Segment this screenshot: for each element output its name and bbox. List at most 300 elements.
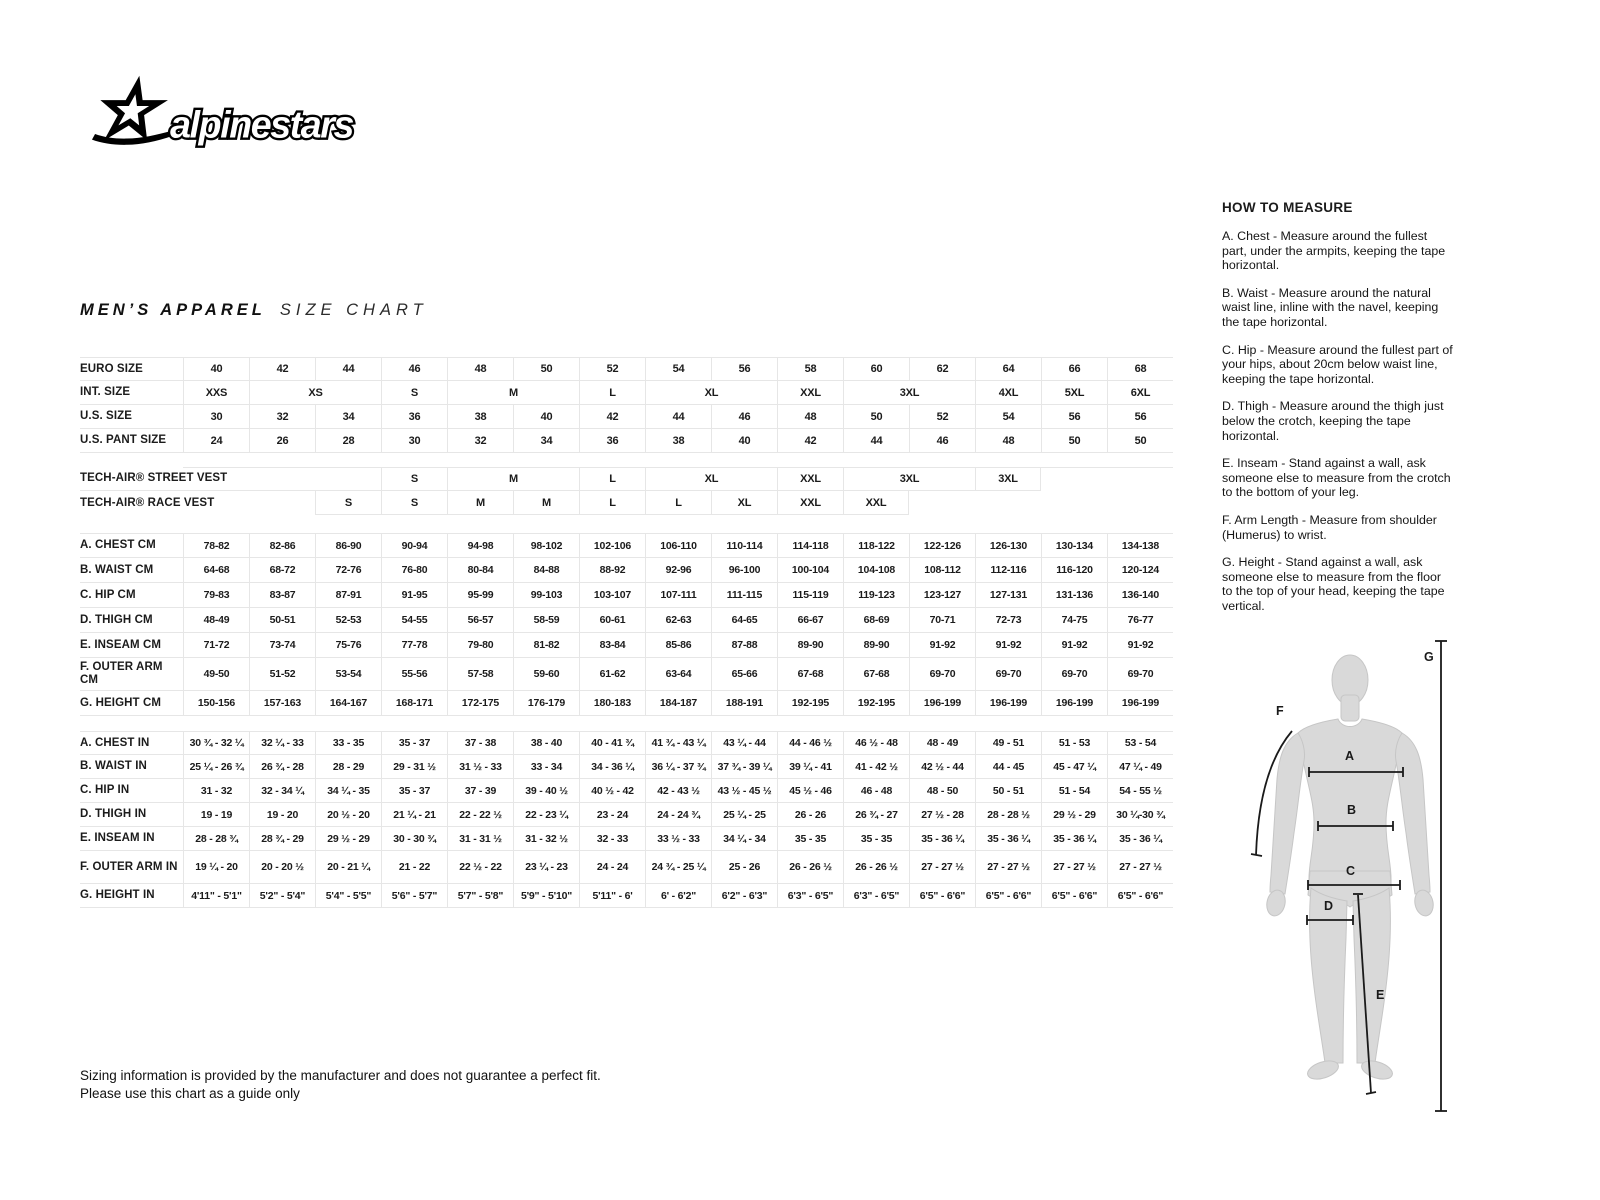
size-cell: 51 - 54 [1041, 779, 1107, 803]
size-cell: 22 ½ - 22 [447, 851, 513, 884]
size-cell: 49-50 [183, 658, 249, 691]
size-cell: 54 [645, 357, 711, 381]
size-cell: 92-96 [645, 558, 711, 583]
size-cell: 26 [249, 429, 315, 453]
size-cell: 50-51 [249, 608, 315, 633]
size-cell: 79-80 [447, 633, 513, 658]
how-to-measure-heading: HOW TO MEASURE [1222, 200, 1353, 215]
table-row [80, 533, 1173, 558]
size-cell: 41 - 42 ½ [843, 755, 909, 779]
size-cell: 35 - 36 ¼ [1041, 827, 1107, 851]
size-cell: 196-199 [1107, 691, 1173, 716]
row-label: C. HIP CM [80, 583, 183, 608]
row-label: B. WAIST IN [80, 755, 183, 779]
size-cell: 102-106 [579, 533, 645, 558]
size-cell: L [645, 491, 711, 515]
table-row [80, 755, 1173, 779]
how-to-measure-instructions [1222, 229, 1454, 613]
size-cell: L [579, 491, 645, 515]
size-cell: 56-57 [447, 608, 513, 633]
size-cell: 64-68 [183, 558, 249, 583]
size-cell: 28 [315, 429, 381, 453]
size-cell: 26 - 26 [777, 803, 843, 827]
size-cell: 76-80 [381, 558, 447, 583]
size-cell: 103-107 [579, 583, 645, 608]
size-cell: 20 - 20 ½ [249, 851, 315, 884]
size-cell: 32 ¼ - 33 [249, 731, 315, 755]
size-cell: XXL [777, 381, 843, 405]
size-cell: 6XL [1107, 381, 1173, 405]
size-cell: 46 [381, 357, 447, 381]
measure-instruction: B. Waist - Measure around the natural waist line, inline with the navel, keeping the tape horizontal. [1222, 285, 1439, 329]
size-cell: 32 - 33 [579, 827, 645, 851]
size-cell: 34 [315, 405, 381, 429]
size-cell: 114-118 [777, 533, 843, 558]
size-cell: 196-199 [909, 691, 975, 716]
size-cell: 60 [843, 357, 909, 381]
size-cell: 48 - 50 [909, 779, 975, 803]
table-row [80, 583, 1173, 608]
size-cell: 70-71 [909, 608, 975, 633]
size-cell: 52-53 [315, 608, 381, 633]
size-cell: 50 [513, 357, 579, 381]
size-cell: 168-171 [381, 691, 447, 716]
size-cell: 32 [249, 405, 315, 429]
size-cell: 37 ¾ - 39 ¼ [711, 755, 777, 779]
size-cell: 31 - 32 [183, 779, 249, 803]
size-cell: 38 [645, 429, 711, 453]
size-cell: 28 - 28 ¾ [183, 827, 249, 851]
size-cell: 58-59 [513, 608, 579, 633]
size-cell: 38 [447, 405, 513, 429]
size-cell: 196-199 [975, 691, 1041, 716]
row-label: U.S. PANT SIZE [80, 429, 183, 453]
size-cell: 20 ½ - 20 [315, 803, 381, 827]
size-cell: 56 [711, 357, 777, 381]
size-cell: 69-70 [909, 658, 975, 691]
size-cell: 69-70 [975, 658, 1041, 691]
measurement-figure [1228, 633, 1563, 1118]
size-cell: 96-100 [711, 558, 777, 583]
size-cell: 150-156 [183, 691, 249, 716]
size-cell: 95-99 [447, 583, 513, 608]
size-cell: 64-65 [711, 608, 777, 633]
size-cell: 50 [1107, 429, 1173, 453]
size-cell: 38 - 40 [513, 731, 579, 755]
size-cell: 111-115 [711, 583, 777, 608]
size-cell: 119-123 [843, 583, 909, 608]
size-cell: 33 - 35 [315, 731, 381, 755]
size-cell: 21 ¼ - 21 [381, 803, 447, 827]
size-cell: 79-83 [183, 583, 249, 608]
size-cell [1107, 467, 1173, 491]
size-cell: 3XL [843, 467, 975, 491]
size-cell: 36 [381, 405, 447, 429]
size-cell: 6'3" - 6'5" [777, 884, 843, 908]
size-cell: 196-199 [1041, 691, 1107, 716]
size-cell: 26 - 26 ½ [843, 851, 909, 884]
size-cell: 22 - 23 ¼ [513, 803, 579, 827]
size-cell: M [513, 491, 579, 515]
size-cell: 131-136 [1041, 583, 1107, 608]
size-cell: 108-112 [909, 558, 975, 583]
table-row [80, 429, 1173, 453]
size-cell: 77-78 [381, 633, 447, 658]
size-cell: 40 [711, 429, 777, 453]
size-cell: 23 ¼ - 23 [513, 851, 579, 884]
size-cell: 91-95 [381, 583, 447, 608]
size-cell: 62 [909, 357, 975, 381]
size-cell: 122-126 [909, 533, 975, 558]
size-cell: 5'9" - 5'10" [513, 884, 579, 908]
size-cell: 83-84 [579, 633, 645, 658]
size-cell: 25 ¼ - 26 ¾ [183, 755, 249, 779]
size-cell: 3XL [975, 467, 1041, 491]
table-row [80, 691, 1173, 716]
size-cell: 48 [447, 357, 513, 381]
size-cell: 45 ½ - 46 [777, 779, 843, 803]
size-cell: 90-94 [381, 533, 447, 558]
row-label: EURO SIZE [80, 357, 183, 381]
size-cell: 36 ¼ - 37 ¾ [645, 755, 711, 779]
size-cell: 30 [381, 429, 447, 453]
table-row [80, 357, 1173, 381]
figure-label-waist: B [1347, 803, 1357, 817]
size-cell: 19 - 19 [183, 803, 249, 827]
size-cell: 43 ¼ - 44 [711, 731, 777, 755]
row-label: G. HEIGHT CM [80, 691, 183, 716]
size-cell: 58 [777, 357, 843, 381]
size-cell: 30 - 30 ¾ [381, 827, 447, 851]
size-cell: XS [249, 381, 381, 405]
page-title-sub: SIZE CHART [279, 301, 428, 319]
size-cell: 22 - 22 ½ [447, 803, 513, 827]
size-cell: 33 ½ - 33 [645, 827, 711, 851]
size-cell: 192-195 [777, 691, 843, 716]
size-cell: 35 - 37 [381, 779, 447, 803]
size-cell: 37 - 39 [447, 779, 513, 803]
figure-label-height: G [1424, 650, 1434, 664]
size-cell: 40 [513, 405, 579, 429]
size-cell: 86-90 [315, 533, 381, 558]
row-label: B. WAIST CM [80, 558, 183, 583]
measure-instruction: F. Arm Length - Measure from shoulder (Humerus) to wrist. [1222, 512, 1437, 542]
table-row [80, 884, 1173, 908]
table-row [80, 658, 1173, 691]
table-group-sizes [80, 357, 1173, 453]
size-cell: 28 ¾ - 29 [249, 827, 315, 851]
table-row [80, 381, 1173, 405]
size-cell: 33 - 34 [513, 755, 579, 779]
table-row [80, 779, 1173, 803]
size-cell [909, 491, 1173, 515]
size-cell: 50 [843, 405, 909, 429]
size-cell: 94-98 [447, 533, 513, 558]
size-cell: 46 ½ - 48 [843, 731, 909, 755]
table-row [80, 731, 1173, 755]
size-cell: 26 - 26 ½ [777, 851, 843, 884]
size-cell: 34 ¼ - 35 [315, 779, 381, 803]
size-cell: 192-195 [843, 691, 909, 716]
size-cell: 39 ¼ - 41 [777, 755, 843, 779]
size-cell: 54 [975, 405, 1041, 429]
size-cell: 118-122 [843, 533, 909, 558]
size-cell: XXL [777, 467, 843, 491]
size-cell: 65-66 [711, 658, 777, 691]
size-cell: 98-102 [513, 533, 579, 558]
size-cell: 42 [579, 405, 645, 429]
size-cell: 35 - 36 ¼ [909, 827, 975, 851]
size-cell: 23 - 24 [579, 803, 645, 827]
size-cell: 42 - 43 ½ [645, 779, 711, 803]
table-row [80, 608, 1173, 633]
size-cell: 53-54 [315, 658, 381, 691]
size-cell: 112-116 [975, 558, 1041, 583]
row-label: F. OUTER ARM CM [80, 658, 183, 691]
size-cell: 24 - 24 ¾ [645, 803, 711, 827]
size-cell: 54 - 55 ½ [1107, 779, 1173, 803]
size-cell: XL [645, 381, 777, 405]
size-cell: 72-73 [975, 608, 1041, 633]
size-cell: 25 - 26 [711, 851, 777, 884]
size-cell: 180-183 [579, 691, 645, 716]
page-title [80, 301, 428, 320]
size-cell: 31 - 32 ½ [513, 827, 579, 851]
size-cell: 84-88 [513, 558, 579, 583]
table-row [80, 467, 1173, 491]
row-label: F. OUTER ARM IN [80, 851, 183, 884]
size-cell: 25 ¼ - 25 [711, 803, 777, 827]
table-row [80, 558, 1173, 583]
size-cell: 87-91 [315, 583, 381, 608]
figure-label-hip: C [1346, 864, 1356, 878]
row-label: C. HIP IN [80, 779, 183, 803]
size-cell: 115-119 [777, 583, 843, 608]
size-cell: 5XL [1041, 381, 1107, 405]
size-cell: 49 - 51 [975, 731, 1041, 755]
size-cell: 56 [1041, 405, 1107, 429]
table-row [80, 633, 1173, 658]
size-cell: 35 - 35 [843, 827, 909, 851]
size-cell: 99-103 [513, 583, 579, 608]
size-cell: 42 [249, 357, 315, 381]
size-cell: 71-72 [183, 633, 249, 658]
row-label: D. THIGH CM [80, 608, 183, 633]
size-cell: 21 - 22 [381, 851, 447, 884]
size-cell: 68-69 [843, 608, 909, 633]
table-group-in [80, 731, 1173, 908]
size-table [80, 357, 1173, 908]
size-cell: 35 - 36 ¼ [1107, 827, 1173, 851]
size-cell: 29 ½ - 29 [1041, 803, 1107, 827]
size-cell: 48 - 49 [909, 731, 975, 755]
size-cell: 188-191 [711, 691, 777, 716]
size-cell: 164-167 [315, 691, 381, 716]
size-cell: 53 - 54 [1107, 731, 1173, 755]
size-cell: 6'2" - 6'3" [711, 884, 777, 908]
size-cell: 27 - 27 ½ [975, 851, 1041, 884]
size-cell: 20 - 21 ¼ [315, 851, 381, 884]
row-label: G. HEIGHT IN [80, 884, 183, 908]
size-cell: 6'5" - 6'6" [975, 884, 1041, 908]
size-cell: 123-127 [909, 583, 975, 608]
size-cell: 27 - 27 ½ [1107, 851, 1173, 884]
size-cell: 6'5" - 6'6" [1107, 884, 1173, 908]
size-cell: 89-90 [843, 633, 909, 658]
size-cell: 4'11" - 5'1" [183, 884, 249, 908]
size-cell: 89-90 [777, 633, 843, 658]
size-cell: 35 - 37 [381, 731, 447, 755]
size-cell: 44 [645, 405, 711, 429]
size-cell: 67-68 [777, 658, 843, 691]
size-cell: XXS [183, 381, 249, 405]
size-cell: 104-108 [843, 558, 909, 583]
size-cell: 50 [1041, 429, 1107, 453]
size-cell: 50 - 51 [975, 779, 1041, 803]
size-cell: 68-72 [249, 558, 315, 583]
size-cell: 35 - 35 [777, 827, 843, 851]
size-cell: S [315, 491, 381, 515]
size-cell: 85-86 [645, 633, 711, 658]
disclaimer-line-2: Please use this chart as a guide only [80, 1085, 300, 1101]
table-row [80, 827, 1173, 851]
size-cell: XXL [777, 491, 843, 515]
disclaimer-line-1: Sizing information is provided by the manufacturer and does not guarantee a perfect fit. [80, 1068, 601, 1083]
size-cell: 67-68 [843, 658, 909, 691]
size-cell: 31 ½ - 33 [447, 755, 513, 779]
size-cell: 56 [1107, 405, 1173, 429]
size-cell: 5'11" - 6' [579, 884, 645, 908]
size-cell: 63-64 [645, 658, 711, 691]
size-cell: 52 [909, 405, 975, 429]
size-cell: 80-84 [447, 558, 513, 583]
size-cell: 24 ¾ - 25 ¼ [645, 851, 711, 884]
row-label: A. CHEST IN [80, 731, 183, 755]
size-cell: 44 [315, 357, 381, 381]
size-cell: 6'3" - 6'5" [843, 884, 909, 908]
size-cell: 30 ¾ - 32 ¼ [183, 731, 249, 755]
size-cell: 5'2" - 5'4" [249, 884, 315, 908]
row-label: E. INSEAM IN [80, 827, 183, 851]
table-group-cm [80, 533, 1173, 716]
size-cell: 73-74 [249, 633, 315, 658]
size-cell: 40 [183, 357, 249, 381]
size-cell: 19 - 20 [249, 803, 315, 827]
alpinestars-logo [78, 72, 360, 164]
size-cell: 66 [1041, 357, 1107, 381]
size-cell: 106-110 [645, 533, 711, 558]
size-cell: 6'5" - 6'6" [1041, 884, 1107, 908]
size-cell: 76-77 [1107, 608, 1173, 633]
size-cell: 81-82 [513, 633, 579, 658]
row-label: TECH-AIR® STREET VEST [80, 467, 183, 491]
size-cell: XXL [843, 491, 909, 515]
size-cell: 78-82 [183, 533, 249, 558]
size-cell: 72-76 [315, 558, 381, 583]
row-label: TECH-AIR® RACE VEST [80, 496, 215, 509]
size-cell: 46 - 48 [843, 779, 909, 803]
size-cell: S [381, 467, 447, 491]
table-row [80, 851, 1173, 884]
size-cell: 46 [711, 405, 777, 429]
size-cell: 172-175 [447, 691, 513, 716]
size-cell: 32 [447, 429, 513, 453]
size-cell: 51-52 [249, 658, 315, 691]
size-cell: 5'4" - 5'5" [315, 884, 381, 908]
size-cell: 48 [975, 429, 1041, 453]
size-cell: 48 [777, 405, 843, 429]
size-cell: 62-63 [645, 608, 711, 633]
size-cell: 46 [909, 429, 975, 453]
size-cell: 82-86 [249, 533, 315, 558]
size-cell: 44 [843, 429, 909, 453]
size-cell: 36 [579, 429, 645, 453]
size-cell: 91-92 [975, 633, 1041, 658]
size-cell: 134-138 [1107, 533, 1173, 558]
size-cell: 68 [1107, 357, 1173, 381]
size-cell: XL [645, 467, 777, 491]
size-cell: 110-114 [711, 533, 777, 558]
size-cell: 126-130 [975, 533, 1041, 558]
size-cell: 87-88 [711, 633, 777, 658]
size-cell: 57-58 [447, 658, 513, 691]
size-cell: 64 [975, 357, 1041, 381]
size-cell: 44 - 46 ½ [777, 731, 843, 755]
size-cell: 42 ½ - 44 [909, 755, 975, 779]
size-cell: 60-61 [579, 608, 645, 633]
logo-wordmark: alpinestars [170, 103, 353, 146]
size-cell [1041, 467, 1107, 491]
size-cell: 5'7" - 5'8" [447, 884, 513, 908]
size-cell: 47 ¼ - 49 [1107, 755, 1173, 779]
size-cell: 39 - 40 ½ [513, 779, 579, 803]
size-cell: 26 ¾ - 28 [249, 755, 315, 779]
measure-instruction: A. Chest - Measure around the fullest part, under the armpits, keeping the tape horizontal. [1222, 229, 1446, 273]
size-cell: 37 - 38 [447, 731, 513, 755]
size-cell: 88-92 [579, 558, 645, 583]
page-title-main: MEN’S APPAREL [80, 301, 266, 319]
size-cell: 45 - 47 ¼ [1041, 755, 1107, 779]
table-row [80, 405, 1173, 429]
size-cell: 48-49 [183, 608, 249, 633]
size-cell: 24 [183, 429, 249, 453]
size-cell: 40 - 41 ¾ [579, 731, 645, 755]
size-cell: 26 ¾ - 27 [843, 803, 909, 827]
size-cell: 91-92 [1107, 633, 1173, 658]
size-cell: M [447, 467, 579, 491]
size-cell: 27 ½ - 28 [909, 803, 975, 827]
size-cell: 6' - 6'2" [645, 884, 711, 908]
size-cell: S [381, 491, 447, 515]
size-cell: L [579, 467, 645, 491]
size-cell: 59-60 [513, 658, 579, 691]
row-label: U.S. SIZE [80, 405, 183, 429]
row-label: D. THIGH IN [80, 803, 183, 827]
size-cell: XL [711, 491, 777, 515]
size-cell: M [447, 491, 513, 515]
size-cell: L [579, 381, 645, 405]
how-to-measure [1222, 200, 1454, 626]
size-cell: 6'5" - 6'6" [909, 884, 975, 908]
size-cell: 34 - 36 ¼ [579, 755, 645, 779]
size-cell: 19 ¼ - 20 [183, 851, 249, 884]
size-cell: 4XL [975, 381, 1041, 405]
size-cell: 40 ½ - 42 [579, 779, 645, 803]
size-cell: 100-104 [777, 558, 843, 583]
size-cell: 24 - 24 [579, 851, 645, 884]
figure-label-inseam: E [1376, 988, 1385, 1002]
size-cell: 127-131 [975, 583, 1041, 608]
